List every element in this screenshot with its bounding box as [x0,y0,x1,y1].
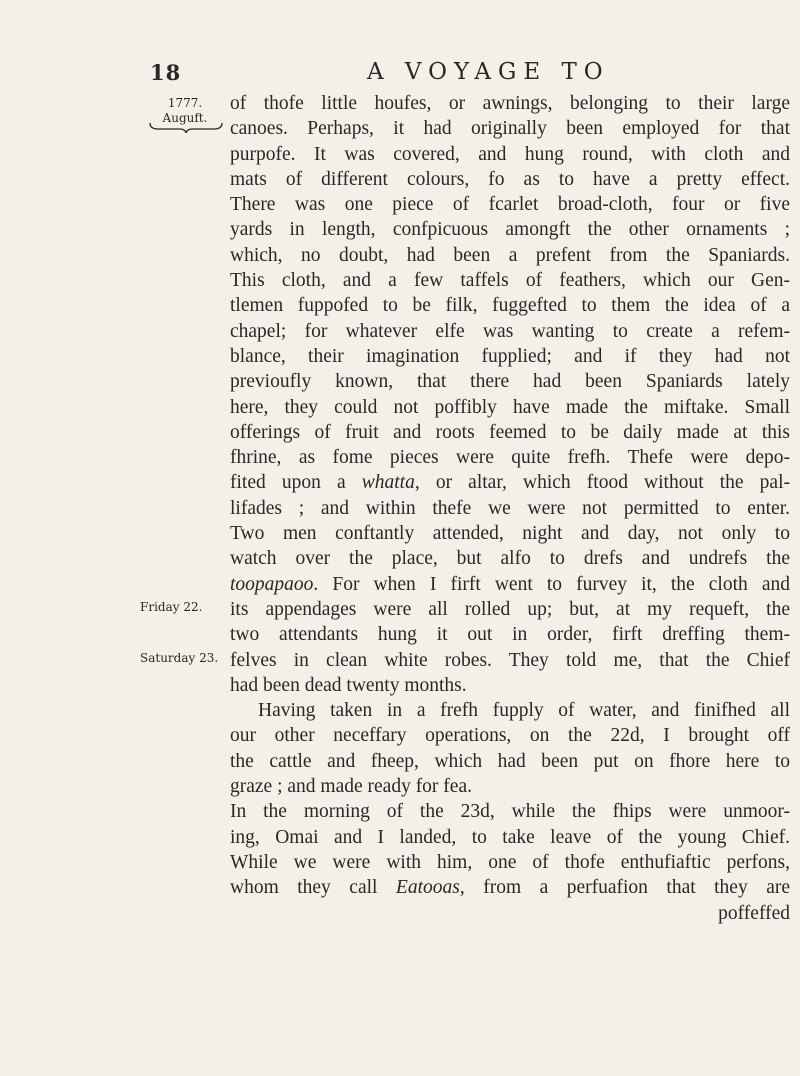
text-span: had been dead twenty months. [230,674,467,696]
text-line [230,546,790,571]
text-span: chapel; for whatever elfe was wanting to create a refem- [230,320,790,342]
text-line [230,420,790,445]
text-line [230,572,790,597]
text-span: tlemen fuppofed to be filk, fuggefted to them the idea of a [230,295,790,317]
text-line [230,673,790,698]
body-text [230,91,790,926]
text-span: fited upon a [230,472,362,494]
text-span: purpofe. It was covered, and hung round, with cloth and [230,143,790,165]
catchword [230,901,790,926]
side-note-saturday: Saturday 23. [140,651,219,665]
text-span: Two men conftantly attended, night and day, not only to [230,523,790,545]
text-span: poffeffed [718,902,790,924]
text-span: felves in clean white robes. They told me, that the Chief [230,649,790,671]
text-span: of thofe little houfes, or awnings, belonging to their large [230,93,790,114]
text-line [230,521,790,546]
text-span: mats of different colours, fo as to have a pretty effect. [230,168,790,190]
text-line [230,268,790,293]
text-span: , from a perfuafion that they are [459,877,791,899]
text-span: , or altar, which ftood without the pal- [414,472,790,494]
text-span: lifades ; and within thefe we were not permitted to enter. [230,497,790,519]
text-span: yards in length, confpicuous amongft the other ornaments ; [230,219,790,241]
text-span: its appendages were all rolled up; but, at my requeft, the [230,598,790,620]
running-head: A VOYAGE TO [367,59,610,85]
text-span: our other neceffary operations, on the 22d, I brought off [230,725,790,747]
margin-brace [148,121,224,133]
text-span: . For when I firft went to furvey it, the cloth and [313,573,790,595]
text-span: ing, Omai and I landed, to take leave of the young Chief. [230,826,790,848]
text-line [230,799,790,824]
text-line [230,850,790,875]
text-line [230,445,790,470]
text-line [230,142,790,167]
text-line [230,470,790,495]
text-line [230,622,790,647]
text-line [230,116,790,141]
text-line [230,293,790,318]
text-span: blance, their imagination fupplied; and if they had not [230,345,790,367]
text-line [230,192,790,217]
text-span: fhrine, as fome pieces were quite frefh. Thefe were depo- [230,447,790,469]
text-line [230,91,790,116]
italic-term: Eatooas [395,877,460,899]
text-span: While we were with him, one of thofe enthufiaftic perfons, [230,851,790,873]
text-span: here, they could not poffibly have made the miftake. Small [230,396,790,418]
text-line [230,825,790,850]
text-line [230,319,790,344]
margin-year: 1777. [167,96,203,110]
page-number: 18 [150,60,182,85]
text-span: whom they call [230,877,396,899]
text-line [230,597,790,622]
text-line [230,698,790,723]
text-line [230,749,790,774]
text-line [230,496,790,521]
text-line [230,395,790,420]
text-span: previoufly known, that there had been Spaniards lately [230,371,790,393]
text-span: canoes. Perhaps, it had originally been employed for that [230,118,790,140]
text-line [230,875,790,900]
text-span: This cloth, and a few taffels of feathers, which our Gen- [230,270,790,292]
text-line [230,774,790,799]
text-span: watch over the place, but alfo to drefs and undrefs the [230,548,790,570]
text-span: In the morning of the 23d, while the fhips were unmoor- [230,801,790,823]
italic-term: toopapaoo [230,573,314,595]
text-line [230,243,790,268]
side-note-friday: Friday 22. [140,600,203,614]
italic-term: whatta [361,472,415,494]
text-span: which, no doubt, had been a prefent from the Spaniards. [230,244,790,266]
text-span: offerings of fruit and roots feemed to be daily made at this [230,421,790,443]
text-line [230,369,790,394]
text-line [230,217,790,242]
margin-month: Auguft. [162,111,208,125]
text-span: the cattle and fheep, which had been put on fhore here to [230,750,790,772]
text-line [230,344,790,369]
text-span: There was one piece of fcarlet broad-cloth, four or five [230,194,790,216]
text-span: graze ; and made ready for fea. [230,776,472,798]
text-span: two attendants hung it out in order, firft dreffing them- [230,624,790,646]
text-line [230,648,790,673]
text-line [230,167,790,192]
text-line [230,723,790,748]
text-span: Having taken in a frefh fupply of water, and finifhed all [258,700,790,722]
